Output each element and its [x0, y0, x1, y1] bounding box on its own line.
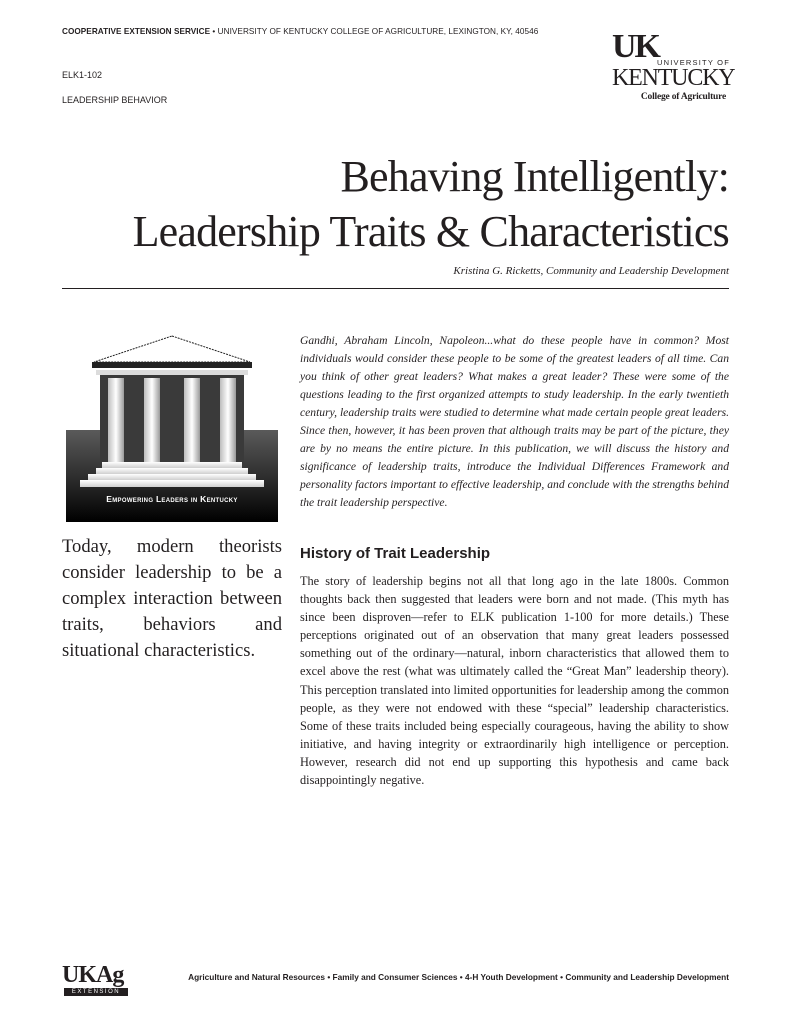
uk-logo-college: College of Agriculture	[640, 92, 726, 102]
empowering-leaders-logo	[66, 332, 278, 522]
header-org-bold: COOPERATIVE EXTENSION SERVICE	[62, 27, 211, 36]
ukag-logo-sub: EXTENSION	[64, 988, 128, 996]
header-org-rest: • UNIVERSITY OF KENTUCKY COLLEGE OF AGRICULTURE, LEXINGTON, KY, 40546	[210, 27, 539, 36]
footer-programs: Agriculture and Natural Resources • Family and Consumer Sciences • 4-H Youth Development • Community and Leadership Development	[188, 972, 729, 982]
intro-paragraph: Gandhi, Abraham Lincoln, Napoleon...what do these people have in common? Most individuals would consider these people to be some of the greatest leaders of all time. Can you think of other great leaders? What makes a great leader? These were some of the questions leading to the first organized attempts to study leadership. In the early twentieth century, leadership traits were studied to determine what made certain people great leaders. Since then, however, it has been proven that although traits may be part of the picture, they are by no means the entire picture. In this publication, we will discuss the history and significance of leadership traits, introduce the Individual Differences Framework and personality factors important to effective leadership, and conclude with the strengths behind the trait leadership perspective.	[300, 334, 729, 509]
page-title-line1: Behaving Intelligently:	[340, 152, 729, 201]
uk-logo-university-of: UNIVERSITY OF	[657, 58, 730, 67]
uk-logo-kentucky: KENTUCKY	[612, 65, 735, 91]
title-rule	[62, 288, 729, 289]
uk-logo-mark: UK	[612, 28, 659, 65]
publication-number: ELK1-102	[62, 70, 103, 80]
program-tagline: Empowering Leaders in Kentucky	[106, 494, 238, 504]
section-heading: History of Trait Leadership	[300, 545, 491, 562]
ukag-extension-logo	[62, 962, 132, 998]
section-body: The story of leadership begins not all that long ago in the late 1800s. Common thoughts back then suggested that leaders were born and not made. (This myth has since been disproven—refer to ELK publication 1-100 for more details.) These perceptions originated out of an observation that many great leaders possessed something out of the ordinary—natural, inborn characteristics that allowed them to excel above the rest (what was ultimately called the “Great Man” leadership theory). This perception translated into limited opportunities for leadership among the common people, as they were not endowed with these “special” leadership characteristics. Some of these traits included being especially courageous, having the ability to show initiative, and having integrity or extraordinarily high intelligence or perception. However, research did not end up supporting this hypothesis and came back disappointingly negative.	[300, 574, 729, 788]
page-title-line2: Leadership Traits & Characteristics	[132, 207, 729, 256]
header-org-line	[62, 27, 538, 36]
author-byline: Kristina G. Ricketts, Community and Leadership Development	[453, 265, 729, 277]
series-label: LEADERSHIP BEHAVIOR	[62, 95, 168, 105]
pull-quote: Today, modern theorists consider leadership to be a complex interaction between traits, behaviors and situational characteristics.	[62, 536, 282, 661]
ukag-logo-text: UKAg	[62, 962, 124, 988]
uk-college-logo	[612, 28, 735, 105]
